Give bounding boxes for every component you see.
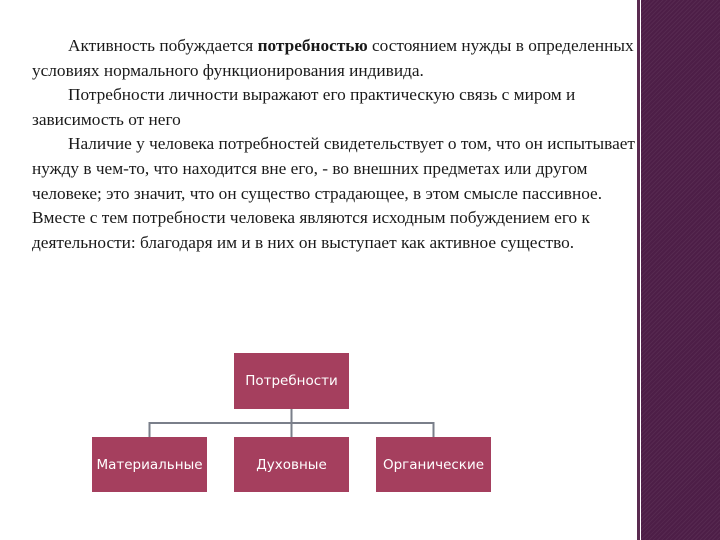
- paragraph-1: [32, 34, 638, 83]
- paragraph-1-start: Активность побуждается: [68, 36, 258, 55]
- diagram-node-spiritual: Духовные: [234, 437, 349, 492]
- diagram-node-material: Материальные: [92, 437, 207, 492]
- diagram-connectors: [0, 409, 720, 439]
- diagram-node-organic: Органические: [376, 437, 491, 492]
- decorative-sidebar: [641, 0, 720, 540]
- paragraph-1-bold-term: потребностью: [257, 36, 368, 55]
- paragraph-2: Потребности личности выражают его практическую связь с миром и зависимость от него: [32, 85, 576, 129]
- paragraph-3: Наличие у человека потребностей свидетельствует о том, что он испытывает нужду в чем-то, что находится вне его, - во внешних предметах или другом человеке; это значит, что он существо страдающее, в этом смысле пассивное. Вместе с тем потребности человека являются исходным побуждением его к деятельности: благодаря им и в них он выступает как активное существо.: [32, 134, 635, 252]
- paragraph-1-end: состоянием нужды в определенных условиях нормального функционирования индивида.: [32, 36, 634, 80]
- body-text: [32, 34, 638, 255]
- diagram-root-node: Потребности: [234, 353, 349, 409]
